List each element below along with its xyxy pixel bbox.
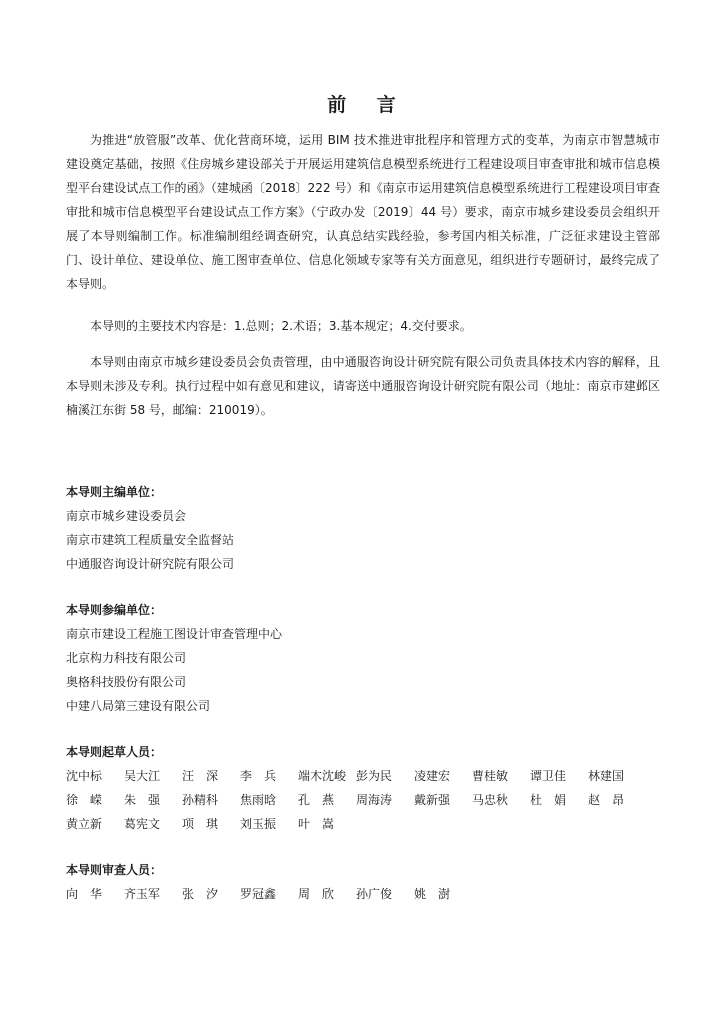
drafter-name: 吴大江	[124, 769, 161, 783]
drafter-name: 戴新强	[414, 793, 451, 807]
reviewers-heading: 本导则审查人员：	[66, 863, 163, 877]
drafter-name: 端木沈峻	[298, 769, 347, 783]
page-title: 前 言	[327, 94, 408, 116]
reviewers-row	[66, 882, 666, 906]
reviewer-name: 向 华	[66, 887, 103, 901]
chief-unit-item: 南京市建筑工程质量安全监督站	[66, 533, 235, 547]
drafter-name: 曹桂敏	[472, 769, 509, 783]
participating-unit-item: 南京市建设工程施工图设计审查管理中心	[66, 627, 283, 641]
drafter-name: 焦雨晗	[240, 793, 277, 807]
drafter-name: 黄立新	[66, 817, 103, 831]
chief-units-heading: 本导则主编单位：	[66, 485, 163, 499]
chief-unit-item: 中通服咨询设计研究院有限公司	[66, 557, 235, 571]
drafter-name: 周海涛	[356, 793, 393, 807]
reviewers-section	[66, 858, 666, 906]
drafter-name: 刘玉振	[240, 817, 277, 831]
drafter-name: 林建国	[588, 769, 625, 783]
reviewer-name: 周 欣	[298, 887, 335, 901]
drafters-row	[66, 764, 666, 788]
participating-unit-item: 北京构力科技有限公司	[66, 651, 187, 665]
reviewer-name: 孙广俊	[356, 887, 393, 901]
reviewer-name: 罗冠鑫	[240, 887, 277, 901]
drafters-section	[66, 740, 666, 836]
drafter-name: 汪 深	[182, 769, 219, 783]
drafter-name: 项 琪	[182, 817, 219, 831]
drafters-heading: 本导则起草人员：	[66, 745, 163, 759]
preface-paragraph-2: 本导则的主要技术内容是：1.总则；2.术语；3.基本规定；4.交付要求。	[90, 319, 472, 333]
reviewer-name: 张 汐	[182, 887, 219, 901]
chief-units-section	[66, 480, 666, 576]
drafter-name: 徐 嵘	[66, 793, 103, 807]
participating-unit-item: 奥格科技股份有限公司	[66, 675, 187, 689]
drafter-name: 杜 娟	[530, 793, 567, 807]
drafter-name: 孔 燕	[298, 793, 335, 807]
drafter-name: 朱 强	[124, 793, 161, 807]
drafter-name: 葛宪文	[124, 817, 161, 831]
drafter-name: 赵 昂	[588, 793, 625, 807]
drafters-row	[66, 812, 666, 836]
participating-unit-item: 中建八局第三建设有限公司	[66, 699, 211, 713]
drafter-name: 谭卫佳	[530, 769, 567, 783]
reviewer-name: 齐玉军	[124, 887, 161, 901]
preface-paragraph-3: 本导则由南京市城乡建设委员会负责管理，由中通服咨询设计研究院有限公司负责具体技术内容的解释，且本导则未涉及专利。执行过程中如有意见和建议，请寄送中通服咨询设计研究院有限公司（地址：南京市建邺区楠溪江东街 58 号，邮编：210019）。	[66, 355, 660, 417]
reviewer-name: 姚 澍	[414, 887, 451, 901]
drafter-name: 叶 嵩	[298, 817, 335, 831]
drafter-name: 沈中标	[66, 769, 103, 783]
drafter-name: 孙精科	[182, 793, 219, 807]
drafter-name: 凌建宏	[414, 769, 451, 783]
drafter-name: 彭为民	[356, 769, 393, 783]
preface-paragraph-1: 为推进“放管服”改革、优化营商环境，运用 BIM 技术推进审批程序和管理方式的变革，为南京市智慧城市建设奠定基础，按照《住房城乡建设部关于开展运用建筑信息模型系统进行工程建设项目审查审批和城市信息模型平台建设试点工作的函》（建城函〔2018〕222 号）和《南京市运用建筑信息模型系统进行工程建设项目审查审批和城市信息模型平台建设试点工作方案》（宁政办发〔2019〕44 号）要求，南京市城乡建设委员会组织开展了本导则编制工作。标准编制组经调查研究，认真总结实践经验，参考国内相关标准，广泛征求建设主管部门、设计单位、建设单位、施工图审查单位、信息化领域专家等有关方面意见，组织进行专题研讨，最终完成了本导则。	[66, 133, 660, 291]
drafters-row	[66, 788, 666, 812]
drafter-name: 李 兵	[240, 769, 277, 783]
participating-units-section	[66, 598, 666, 718]
drafter-name: 马忠秋	[472, 793, 509, 807]
chief-unit-item: 南京市城乡建设委员会	[66, 509, 187, 523]
participating-units-heading: 本导则参编单位：	[66, 603, 163, 617]
